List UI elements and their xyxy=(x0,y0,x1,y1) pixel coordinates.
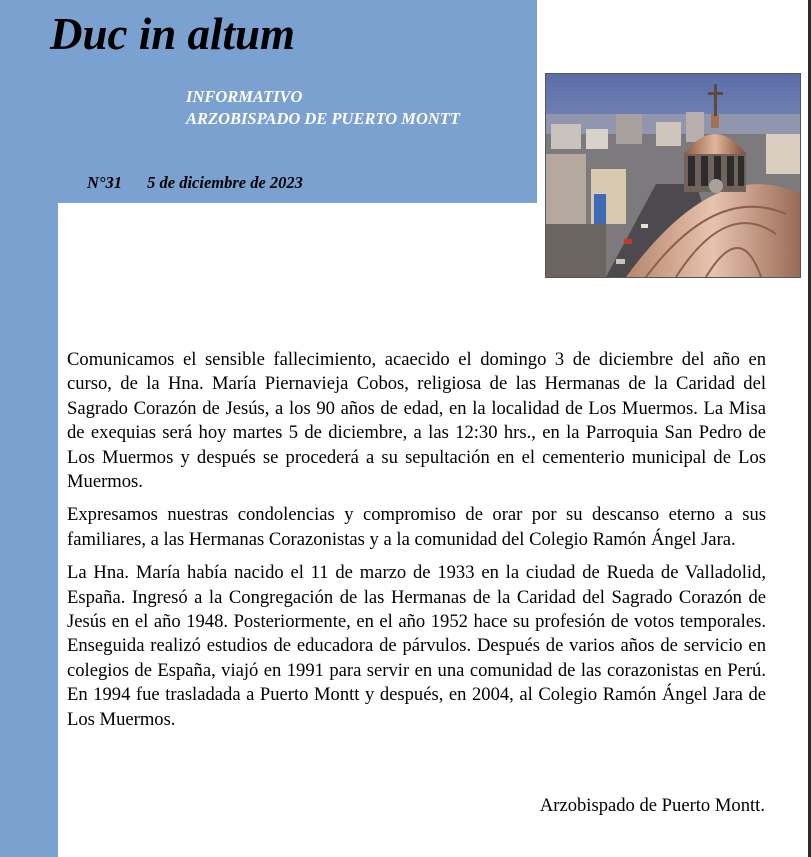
paragraph-condolences: Expresamos nuestras condolencias y compromiso de orar por su descanso eterno a sus familiares, a las Hermanas Corazonistas y a la comunidad del Colegio Ramón Ángel Jara. xyxy=(67,504,766,550)
newsletter-title: Duc in altum xyxy=(50,9,296,59)
newsletter-subtitle xyxy=(186,86,460,130)
issue-number: N°31 xyxy=(87,173,123,192)
signature: Arzobispado de Puerto Montt. xyxy=(539,795,765,816)
cathedral-dome-illustration xyxy=(546,74,800,277)
subtitle-line-arzobispado: ARZOBISPADO DE PUERTO MONTT xyxy=(186,109,460,128)
subtitle-line-informativo: INFORMATIVO xyxy=(186,87,303,106)
article-body xyxy=(67,348,766,741)
cathedral-dome-photo xyxy=(545,73,801,278)
paragraph-announcement: Comunicamos el sensible fallecimiento, acaecido el domingo 3 de diciembre del año en curso, de la Hna. María Piernavieja Cobos, religiosa de las Hermanas de la Caridad del Sagrado Corazón de Jesús, a los 90 años de edad, en la localidad de Los Muermos. La Misa de exequias será hoy martes 5 de diciembre, a las 12:30 hrs., en la Parroquia San Pedro de Los Muermos y después se procederá a su sepultación en el cementerio municipal de Los Muermos. xyxy=(67,349,766,493)
issue-info xyxy=(87,172,303,194)
issue-date: 5 de diciembre de 2023 xyxy=(147,173,303,192)
paragraph-biography: La Hna. María había nacido el 11 de marzo de 1933 en la ciudad de Rueda de Valladolid, España. Ingresó a la Congregación de las Hermanas de la Caridad del Sagrado Corazón de Jesús en el año 1948. Posteriormente, en el año 1952 hace su profesión de votos temporales. Enseguida realizó estudios de educadora de párvulos. Después de varios años de servicio en colegios de España, viajó en 1991 para servir en una comunidad de las corazonistas en Perú. En 1994 fue trasladada a Puerto Montt y después, en 2004, al Colegio Ramón Ángel Jara de Los Muermos. xyxy=(67,562,766,730)
left-margin-band xyxy=(0,203,58,857)
